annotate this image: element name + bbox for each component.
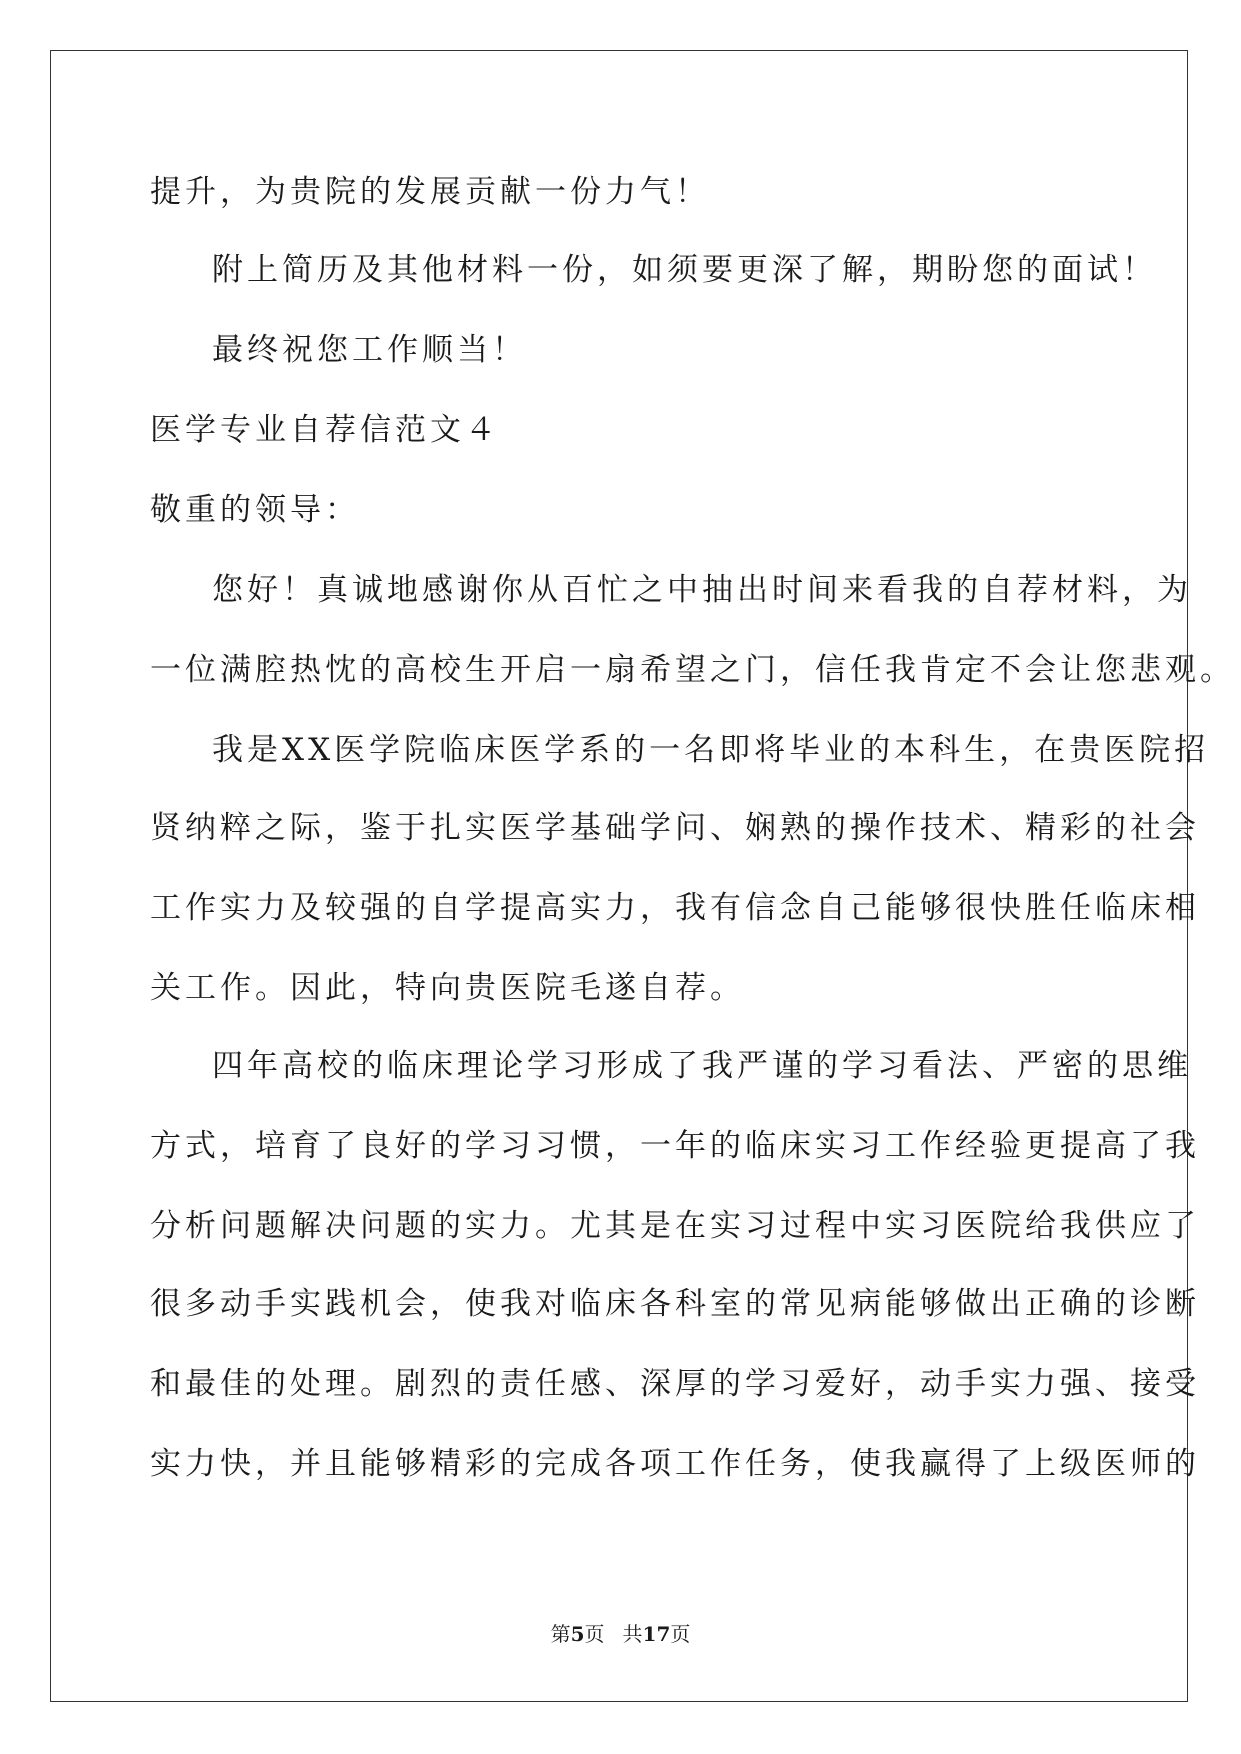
total-suffix: 页 <box>670 1622 691 1646</box>
page-suffix: 页 <box>584 1622 605 1646</box>
text-line-12: 四年高校的临床理论学习形成了我严谨的学习看法、严密的思维 <box>212 1048 1192 1084</box>
text-line-14: 分析问题解决问题的实力。尤其是在实习过程中实习医院给我供应了 <box>150 1208 1200 1244</box>
total-pages: 17 <box>642 1622 671 1646</box>
text-line-9: 贤纳粹之际，鉴于扎实医学基础学问、娴熟的操作技术、精彩的社会 <box>150 810 1200 846</box>
text-line-2: 附上简历及其他材料一份，如须要更深了解，期盼您的面试！ <box>212 252 1157 288</box>
text-line-11: 关工作。因此，特向贵医院毛遂自荐。 <box>150 970 745 1006</box>
text-line-1: 提升，为贵院的发展贡献一份力气！ <box>150 174 710 210</box>
text-line-10: 工作实力及较强的自学提高实力，我有信念自己能够很快胜任临床相 <box>150 890 1200 926</box>
page-number: 5 <box>570 1622 585 1646</box>
section-heading: 医学专业自荐信范文４ <box>150 412 500 448</box>
text-line-17: 实力快，并且能够精彩的完成各项工作任务，使我赢得了上级医师的 <box>150 1446 1200 1482</box>
text-line-13: 方式，培育了良好的学习习惯，一年的临床实习工作经验更提高了我 <box>150 1128 1200 1164</box>
text-line-15: 很多动手实践机会，使我对临床各科室的常见病能够做出正确的诊断 <box>150 1286 1200 1322</box>
page-prefix: 第 <box>550 1622 571 1646</box>
text-line-7: 一位满腔热忱的高校生开启一扇希望之门，信任我肯定不会让您悲观。 <box>150 652 1235 688</box>
page-footer <box>0 1621 1241 1647</box>
text-line-3: 最终祝您工作顺当！ <box>212 332 527 368</box>
text-line-6: 您好！真诚地感谢你从百忙之中抽出时间来看我的自荐材料，为 <box>212 572 1192 608</box>
total-prefix: 共 <box>622 1622 643 1646</box>
salutation: 敬重的领导： <box>150 492 360 528</box>
text-line-8: 我是XX医学院临床医学系的一名即将毕业的本科生，在贵医院招 <box>212 732 1210 768</box>
text-line-16: 和最佳的处理。剧烈的责任感、深厚的学习爱好，动手实力强、接受 <box>150 1366 1200 1402</box>
